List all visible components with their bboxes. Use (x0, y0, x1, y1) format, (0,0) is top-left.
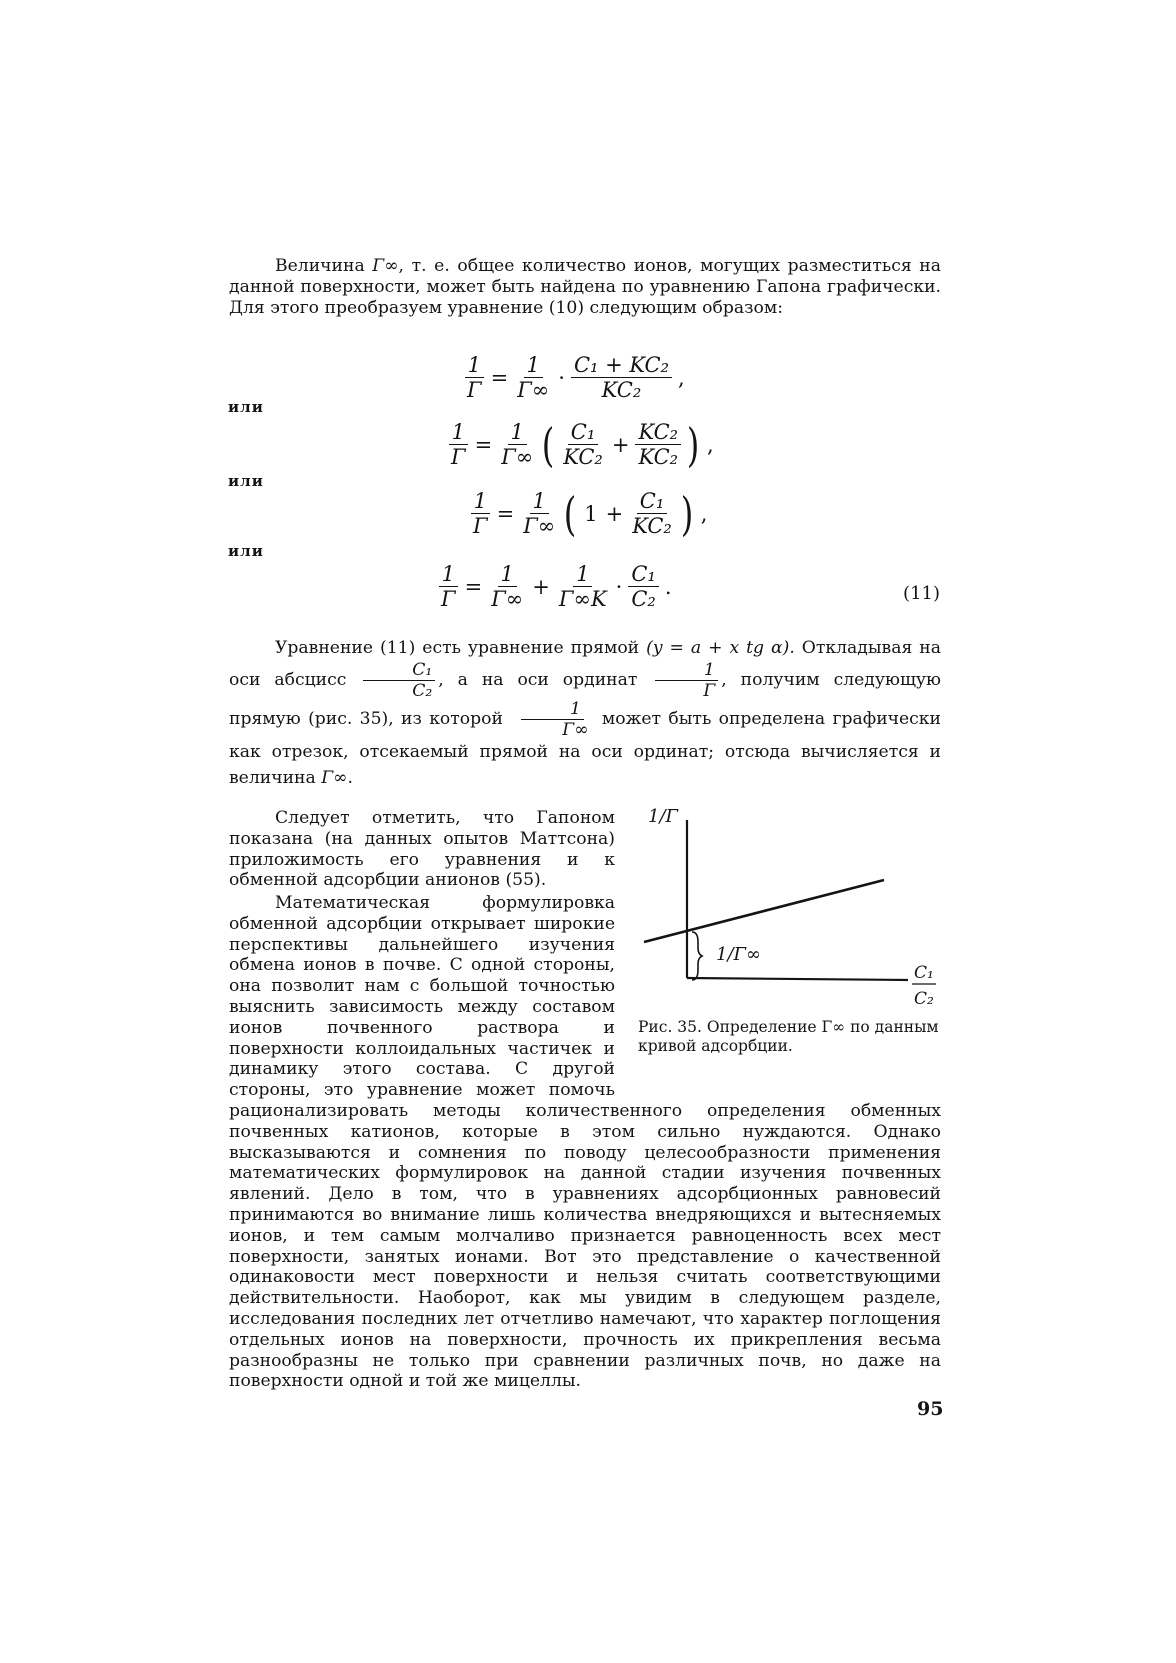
paragraph-gapon-note (229, 808, 615, 891)
or-label-1: или (228, 398, 264, 416)
equation-4: $\frac{1}{\Gamma}$ = $\frac{1}{\Gamma\infty}$ + $\frac{1}{\Gamma\infty K}$ · $\frac{\text{C₁}}{\text{C₂}}$ . (436, 563, 676, 610)
fraction-one-over-gamma-inf: $\frac{1}{\Gamma\infty}$ (517, 353, 550, 403)
x-axis-label-num: C₁ (914, 963, 934, 983)
paragraph-text: Следует отметить, что Гапоном показана (на данных опытов Маттсона) приложимость его уравнения и к обменной адсорбции анионов (55). (229, 808, 615, 891)
fraction-one-over-gamma-inf-k: $\frac{1}{\Gamma\infty K}$ (558, 562, 607, 612)
fraction-c1-over-c2-inline: $\frac{\text{C₁}}{\text{C₂}}$ (363, 661, 435, 700)
gamma-infinity-symbol: Γ∞ (321, 768, 348, 789)
text-span: Уравнение (11) есть уравнение прямой (275, 638, 647, 658)
gamma-infinity-symbol: Γ∞ (372, 256, 399, 276)
intro-text-start: Величина (275, 256, 373, 276)
numeral-one: 1 (584, 501, 598, 526)
figure-35 (636, 798, 956, 1012)
fraction-c1-over-kc2: $\frac{\text{C₁}}{\text{KC₂}}$ (632, 489, 672, 539)
y-axis-label (648, 806, 680, 827)
fraction-one-over-gamma-inf-inline: $\frac{1}{\Gamma\infty}$ (513, 700, 591, 739)
fraction-one-over-gamma: $\frac{1}{\Gamma}$ (470, 490, 491, 537)
figure-caption: Рис. 35. Определение Γ∞ по данным кривой адсорбции. (638, 1018, 939, 1055)
line-equation: (y = a + x tg α). (646, 638, 795, 658)
y-axis-label-text: 1/Γ (648, 806, 679, 827)
x-axis-line (687, 978, 908, 980)
fraction-c1-over-kc2: $\frac{\text{C₁}}{\text{KC₂}}$ (563, 420, 603, 470)
or-label-3: или (228, 542, 264, 560)
equation-1: $\frac{1}{\Gamma}$ = $\frac{1}{\Gamma\infty}$ · $\frac{\text{C₁ + KC₂}}{\text{KC₂}}$ , (462, 354, 689, 401)
equation-3: $\frac{1}{\Gamma}$ = $\frac{1}{\Gamma\infty}$ ( 1 + $\frac{\text{C₁}}{\text{KC₂}}$ ) , (468, 490, 711, 537)
fraction-one-over-gamma: $\frac{1}{\Gamma}$ (438, 563, 459, 610)
fraction-one-over-gamma-inf: $\frac{1}{\Gamma\infty}$ (523, 489, 556, 539)
text-span: , получим следующую прямую (рис. 35), из которой (229, 670, 942, 730)
intercept-brace (692, 932, 702, 980)
fraction-one-over-gamma: $\frac{1}{\Gamma}$ (448, 421, 469, 468)
paragraph-text: Математическая формулировка обменной адсорбции открывает широкие перспективы дальнейшего изучения обмена ионов в почве. С одной стороны, она позволит нам с большой точностью выяснить зависимость между составом ионов почвенного раствора и поверхности коллоидальных частичек и динамику этого состава. С другой стороны, это уравнение может помочь рационализировать методы количественного определения обменных почвенных катионов, которые в этом сильно нуждаются. Однако высказываются и сомнения по поводу целесообразности применения математических формулировок на данной стадии изучения почвенных явлений. Дело в том, что в уравнениях адсорбционных равновесий принимаются во внимание лишь количества внедряющихся и вытесняемых ионов, и тем самым молчаливо признается равноценность всех мест поверхности, занятых ионами. Вот это представление о качественной одинаковости мест поверхности и нельзя считать соответствующими действительности. Наоборот, как мы увидим в следующем разделе, исследования последних лет отчетливо намечают, что характер поглощения отдельных ионов на поверхности, прочность их прикрепления весьма разнообразны не только при сравнении различных почв, но даже на поверхности одной и той же мицеллы. (229, 893, 941, 1392)
x-axis-label-den: C₂ (914, 989, 934, 1009)
fraction-c1-over-c2: $\frac{\text{C₁}}{\text{C₂}}$ (628, 563, 659, 610)
fraction-concentration-ratio: $\frac{\text{C₁ + KC₂}}{\text{KC₂}}$ (571, 354, 672, 401)
text-span: Откладывая на оси абсцисс (229, 638, 942, 691)
equation-number: (11) (903, 583, 940, 604)
page-number: 95 (917, 1398, 944, 1420)
fraction-one-over-gamma-inf: $\frac{1}{\Gamma\infty}$ (501, 420, 534, 470)
fraction-kc2-over-kc2: $\frac{\text{KC₂}}{\text{KC₂}}$ (635, 421, 681, 468)
fraction-one-over-gamma: $\frac{1}{\Gamma}$ (464, 354, 485, 401)
text-span: . (347, 768, 353, 789)
text-span: может быть определена графически как отрезок, отсекаемый прямой на оси ординат; отсюда вычисляется и величина (229, 709, 942, 789)
intro-text-rest: , т. е. общее количество ионов, могущих разместиться на данной поверхности, может быть найдена по уравнению Гапона графически. Для этого преобразуем уравнение (10) следующим образом: (229, 256, 941, 318)
paragraph-line-equation (229, 635, 941, 791)
straight-line (644, 880, 884, 942)
fraction-one-over-gamma-inf: $\frac{1}{\Gamma\infty}$ (491, 562, 524, 612)
fraction-one-over-gamma-inline: $\frac{1}{\Gamma}$ (654, 661, 718, 700)
text-span: , а на оси ординат (438, 670, 652, 691)
intercept-label: 1/Γ∞ (716, 944, 761, 965)
equation-2: $\frac{1}{\Gamma}$ = $\frac{1}{\Gamma\infty}$ ( $\frac{\text{C₁}}{\text{KC₂}}$ + $\frac{\text{KC₂}}{\text{KC₂}}$ ) , (446, 421, 718, 468)
or-label-2: или (228, 472, 264, 490)
intro-paragraph (229, 256, 941, 318)
